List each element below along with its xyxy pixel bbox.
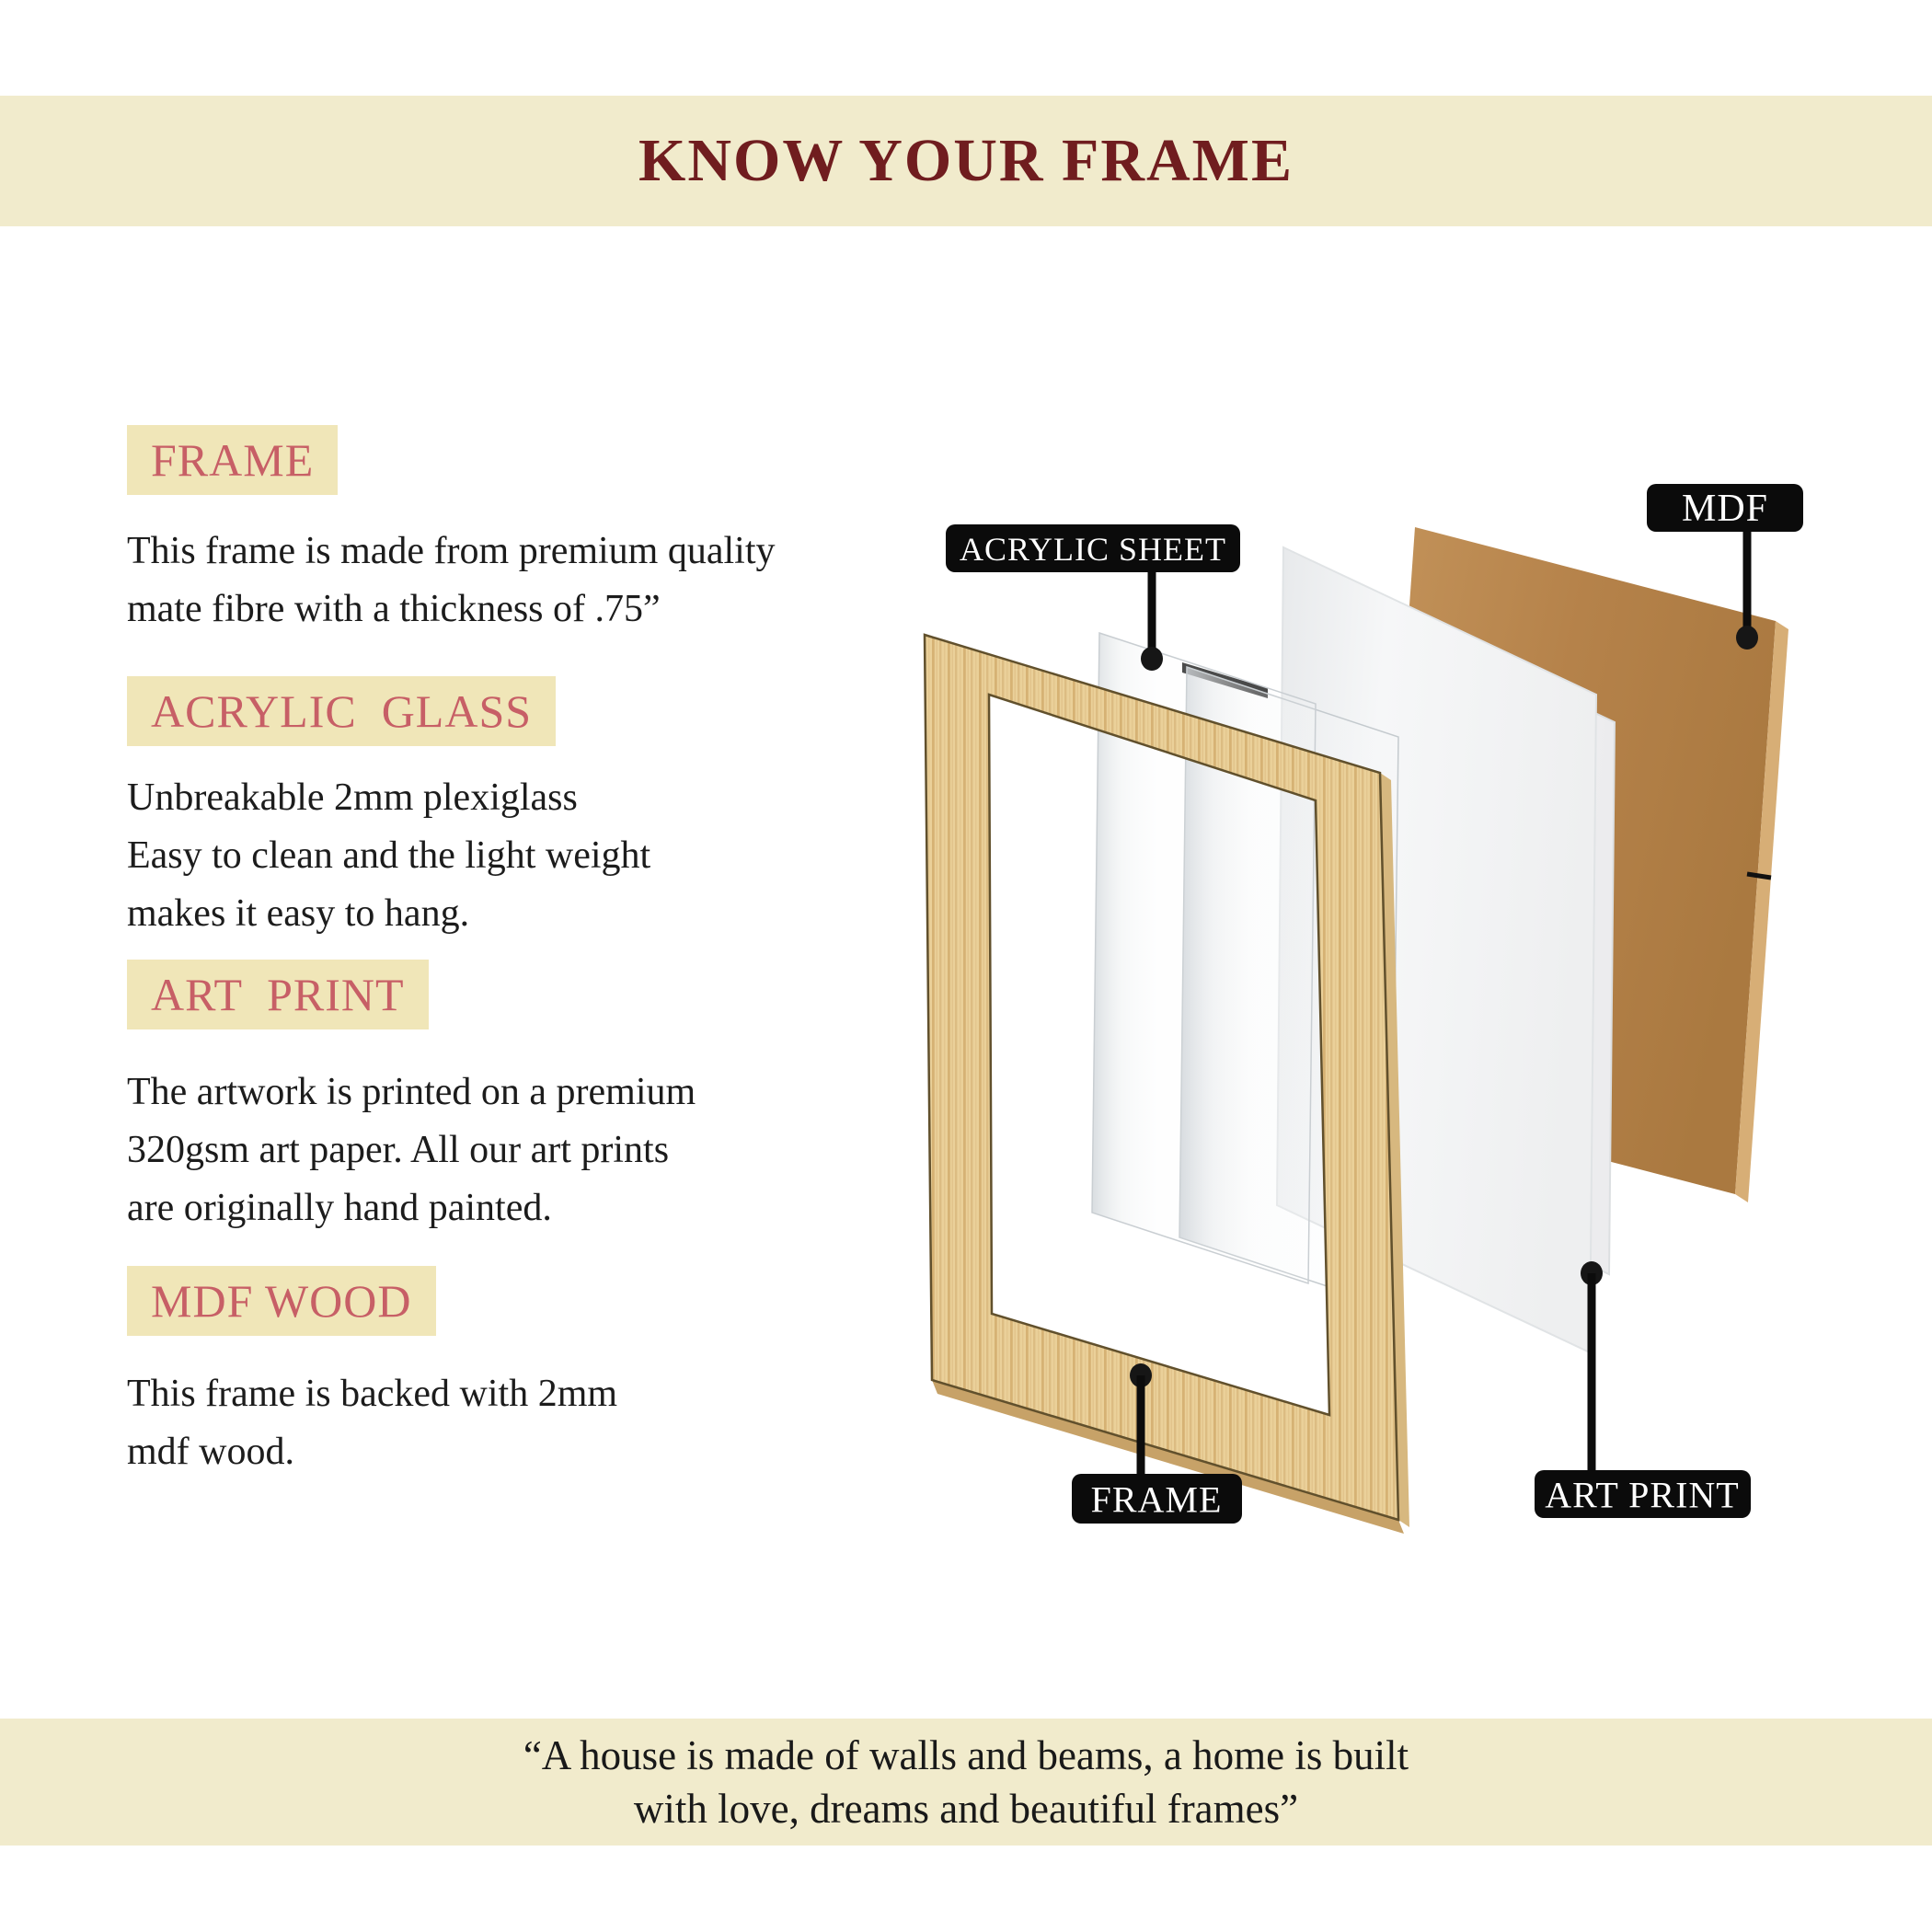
section-text-line: mdf wood. bbox=[127, 1431, 294, 1473]
quote-line-1: “A house is made of walls and beams, a home is built bbox=[523, 1732, 1409, 1778]
label-text-art-print: ART PRINT bbox=[1545, 1474, 1740, 1516]
section-heading-mdf-wood: MDF WOOD bbox=[127, 1266, 436, 1336]
section-frame bbox=[127, 425, 734, 495]
section-acrylic-glass bbox=[127, 676, 734, 746]
section-heading-acrylic-glass: ACRYLIC GLASS bbox=[127, 676, 556, 746]
section-heading-frame: FRAME bbox=[127, 425, 338, 495]
section-mdf-wood bbox=[127, 1266, 734, 1336]
section-text-line: The artwork is printed on a premium bbox=[127, 1071, 696, 1113]
section-art-print bbox=[127, 960, 734, 1029]
section-text-line: Unbreakable 2mm plexiglass bbox=[127, 776, 578, 819]
section-text-line: This frame is made from premium quality bbox=[127, 530, 776, 572]
section-text-line: makes it easy to hang. bbox=[127, 892, 470, 935]
section-text-line: Easy to clean and the light weight bbox=[127, 834, 651, 877]
section-text-line: This frame is backed with 2mm bbox=[127, 1373, 618, 1415]
quote-banner bbox=[0, 1719, 1932, 1846]
label-text-frame: FRAME bbox=[1090, 1478, 1223, 1521]
section-text-line: are originally hand painted. bbox=[127, 1187, 552, 1229]
leader-dot-mdf bbox=[1736, 626, 1758, 650]
leader-dot-acrylic-sheet bbox=[1141, 647, 1163, 671]
label-text-acrylic-sheet: ACRYLIC SHEET bbox=[959, 531, 1227, 568]
page-title: KNOW YOUR FRAME bbox=[638, 127, 1294, 194]
section-text-line: mate fibre with a thickness of .75” bbox=[127, 588, 661, 630]
title-banner bbox=[0, 96, 1932, 226]
frame-exploded-diagram bbox=[644, 368, 1932, 1656]
label-text-mdf: MDF bbox=[1681, 488, 1769, 530]
section-heading-art-print: ART PRINT bbox=[127, 960, 429, 1029]
quote-line-2: with love, dreams and beautiful frames” bbox=[633, 1786, 1299, 1832]
callout-acrylic-sheet bbox=[946, 524, 1240, 671]
section-text-line: 320gsm art paper. All our art prints bbox=[127, 1129, 670, 1171]
